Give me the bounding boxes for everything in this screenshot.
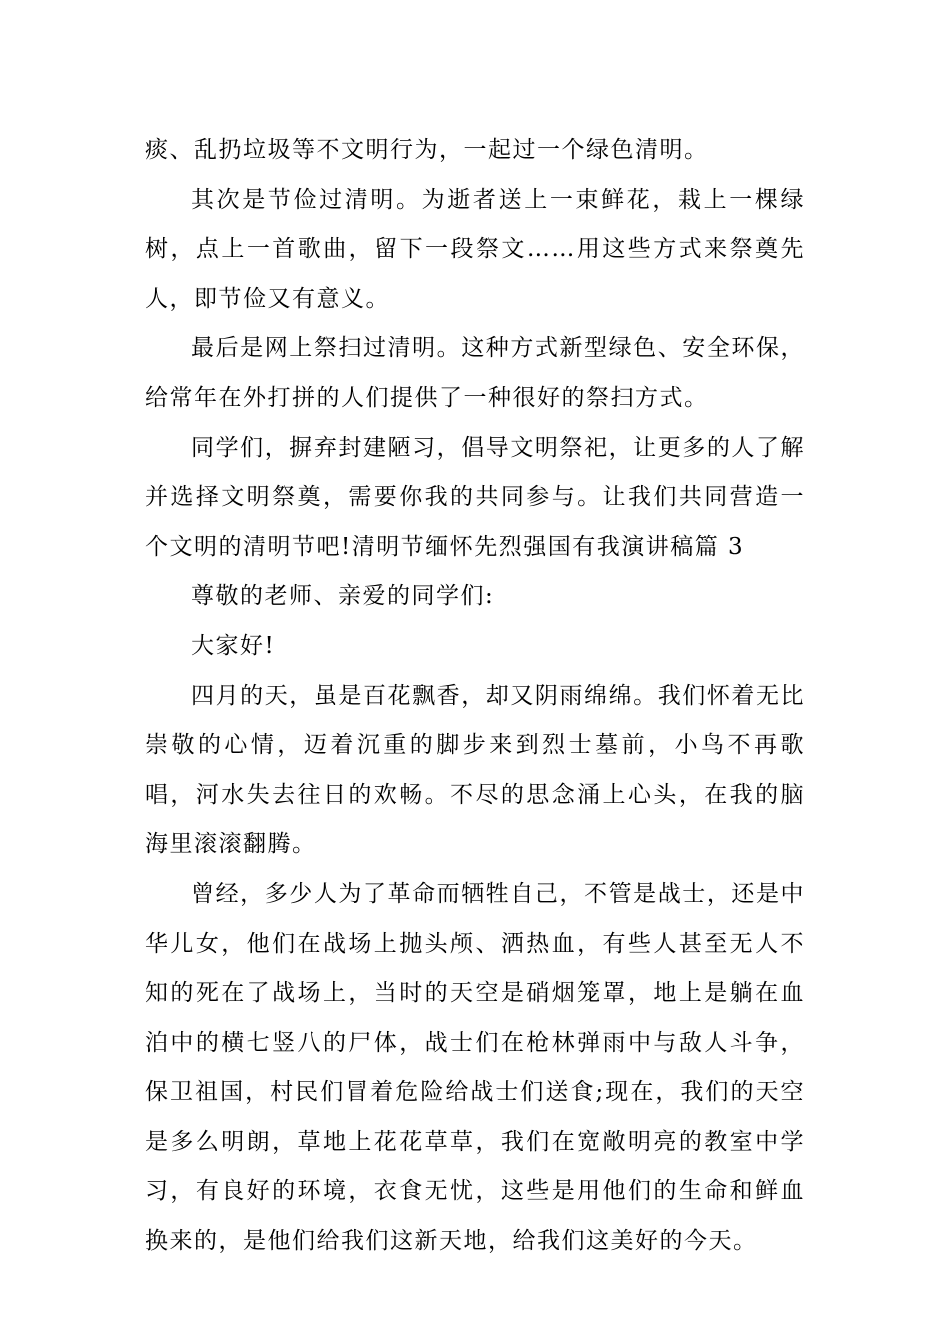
paragraph-2: 其次是节俭过清明。为逝者送上一束鲜花，栽上一棵绿树，点上一首歌曲，留下一段祭文……用这些方式来祭奠先人，即节俭又有意义。: [145, 186, 805, 312]
document-body: [145, 126, 805, 1267]
paragraph-4: 同学们，摒弃封建陋习，倡导文明祭祀，让更多的人了解并选择文明祭奠，需要你我的共同参与。让我们共同营造一个文明的清明节吧!清明节缅怀先烈强国有我演讲稿篇 3: [145, 434, 805, 560]
greeting: 大家好!: [191, 632, 276, 659]
paragraph-1: 痰、乱扔垃圾等不文明行为，一起过一个绿色清明。: [145, 137, 709, 163]
paragraph-3: 最后是网上祭扫过清明。这种方式新型绿色、安全环保，给常年在外打拼的人们提供了一种很好的祭扫方式。: [145, 335, 805, 411]
salutation: 尊敬的老师、亲爱的同学们:: [191, 583, 495, 610]
paragraph-8: 曾经，多少人为了革命而牺牲自己，不管是战士，还是中华儿女，他们在战场上抛头颅、洒热血，有些人甚至无人不知的死在了战场上，当时的天空是硝烟笼罩，地上是躺在血泊中的横七竖八的尸体，战士们在枪林弹雨中与敌人斗争，保卫祖国，村民们冒着危险给战士们送食;现在，我们的天空是多么明朗，草地上花花草草，我们在宽敞明亮的教室中学习，有良好的环境，衣食无忧，这些是用他们的生命和鲜血换来的，是他们给我们这新天地，给我们这美好的今天。: [145, 880, 805, 1255]
paragraph-7: 四月的天，虽是百花飘香，却又阴雨绵绵。我们怀着无比崇敬的心情，迈着沉重的脚步来到烈士墓前，小鸟不再歌唱，河水失去往日的欢畅。不尽的思念涌上心头，在我的脑海里滚滚翻腾。: [145, 682, 805, 858]
